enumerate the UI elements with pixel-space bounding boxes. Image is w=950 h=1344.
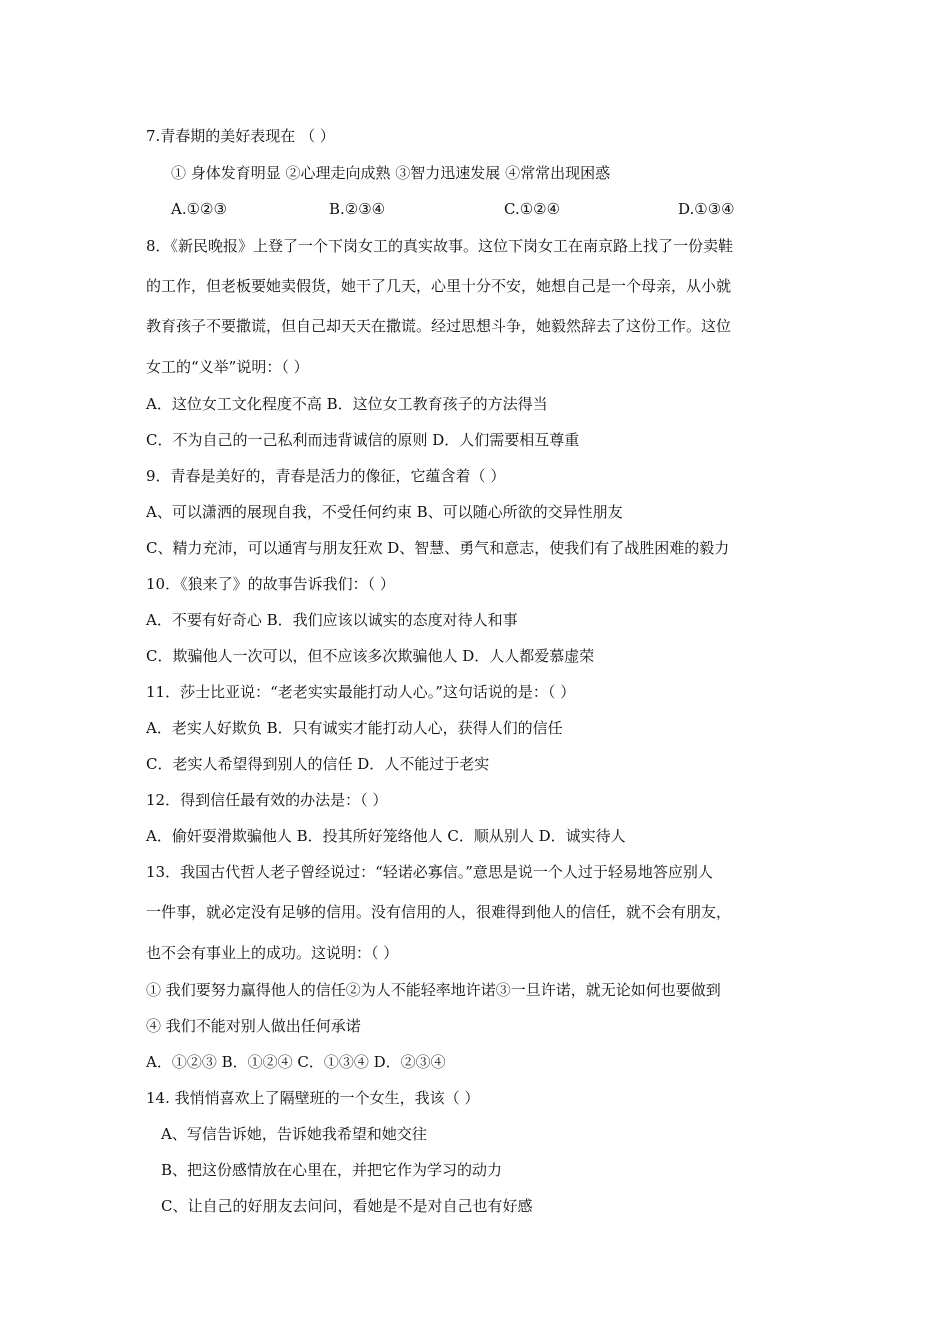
q9-options-1: A、可以潇洒的展现自我，不受任何约束 B、可以随心所欲的交异性朋友	[146, 503, 623, 521]
q9-stem: 9．青春是美好的，青春是活力的像征，它蕴含着（ ）	[146, 467, 506, 485]
q8-line-2: 的工作，但老板要她卖假货，她干了几天，心里十分不安，她想自己是一个母亲，从小就	[146, 277, 732, 295]
q13-line-3: 也不会有事业上的成功。这说明：（ ）	[146, 944, 399, 962]
q13-statements-1: ① 我们要努力赢得他人的信任②为人不能轻率地许诺③一旦许诺，就无论如何也要做到	[146, 981, 721, 999]
q7-option-d: D.①③④	[678, 200, 735, 218]
q10-options-2: C．欺骗他人一次可以，但不应该多次欺骗他人 D．人人都爱慕虚荣	[146, 647, 595, 665]
q7-stem: 7.青春期的美好表现在 （ ）	[146, 127, 335, 145]
q8-line-1: 8．《新民晚报》上登了一个下岗女工的真实故事。这位下岗女工在南京路上找了一份卖鞋	[146, 237, 734, 255]
q11-options-2: C．老实人希望得到别人的信任 D．人不能过于老实	[146, 755, 490, 773]
q13-line-2: 一件事，就必定没有足够的信用。没有信用的人，很难得到他人的信任，就不会有朋友，	[146, 903, 732, 921]
q11-options-1: A．老实人好欺负 B．只有诚实才能打动人心，获得人们的信任	[146, 719, 563, 737]
q7-option-a: A.①②③	[171, 200, 227, 218]
q7-options	[171, 199, 841, 219]
q10-options-1: A．不要有好奇心 B．我们应该以诚实的态度对待人和事	[146, 611, 518, 629]
q8-line-4: 女工的“义举”说明：（ ）	[146, 358, 309, 376]
q13-statements-2: ④ 我们不能对别人做出任何承诺	[146, 1017, 361, 1035]
q8-options-1: A．这位女工文化程度不高 B．这位女工教育孩子的方法得当	[146, 395, 548, 413]
q13-line-1: 13．我国古代哲人老子曾经说过：“轻诺必寡信。”意思是说一个人过于轻易地答应别人	[146, 863, 713, 881]
q14-option-a: A、写信告诉她，告诉她我希望和她交往	[161, 1125, 427, 1143]
q11-stem: 11．莎士比亚说：“老老实实最能打动人心。”这句话说的是：（ ）	[146, 683, 576, 701]
q10-stem: 10．《狼来了》的故事告诉我们：（ ）	[146, 575, 395, 593]
q12-stem: 12．得到信任最有效的办法是：（ ）	[146, 791, 388, 809]
q8-options-2: C．不为自己的一己私利而违背诚信的原则 D．人们需要相互尊重	[146, 431, 580, 449]
q14-option-c: C、让自己的好朋友去问问，看她是不是对自己也有好感	[161, 1197, 533, 1215]
q14-stem: 14. 我悄悄喜欢上了隔壁班的一个女生，我该（ ）	[146, 1089, 480, 1107]
q8-line-3: 教育孩子不要撒谎，但自己却天天在撒谎。经过思想斗争，她毅然辞去了这份工作。这位	[146, 317, 732, 335]
q9-options-2: C、精力充沛，可以通宵与朋友狂欢 D、智慧、勇气和意志，使我们有了战胜困难的毅力	[146, 539, 730, 557]
q14-option-b: B、把这份感情放在心里在，并把它作为学习的动力	[161, 1161, 503, 1179]
q7-option-c: C.①②④	[504, 200, 561, 218]
q12-options-1: A．偷奸耍滑欺骗他人 B．投其所好笼络他人 C．顺从别人 D．诚实待人	[146, 827, 626, 845]
q7-option-b: B.②③④	[329, 200, 386, 218]
q13-options-1: A．①②③ B．①②④ C．①③④ D．②③④	[146, 1053, 446, 1071]
q7-statements: ① 身体发育明显 ②心理走向成熟 ③智力迅速发展 ④常常出现困惑	[171, 164, 611, 182]
